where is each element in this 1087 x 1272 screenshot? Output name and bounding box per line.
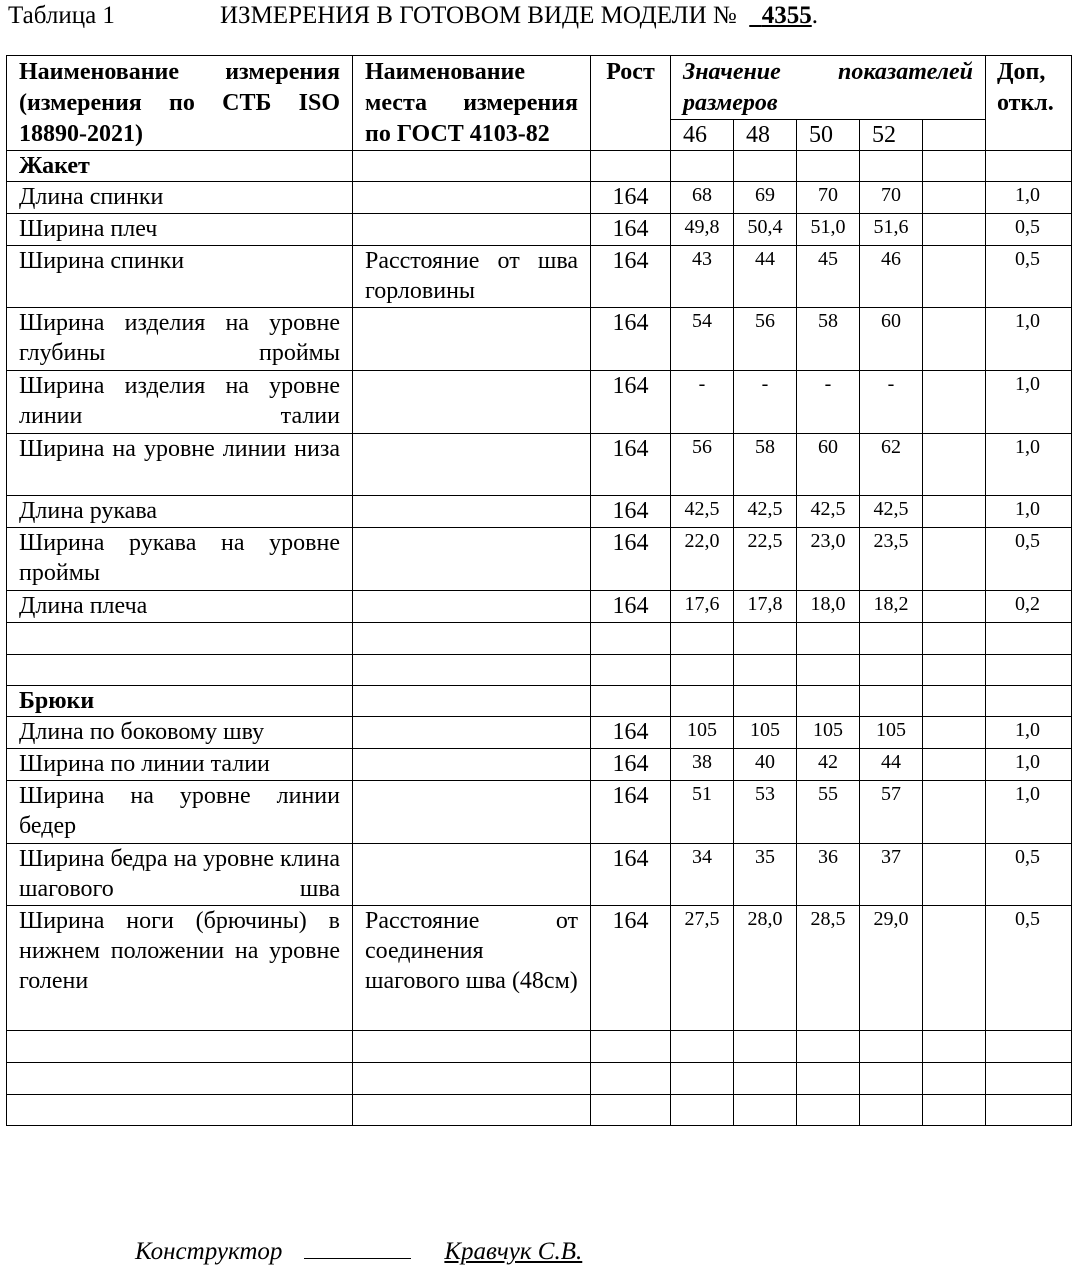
col-header-place: Наименование места измерения по ГОСТ 4103-82 bbox=[353, 56, 591, 151]
size-value: 69 bbox=[734, 182, 797, 214]
empty-cell bbox=[860, 1095, 923, 1126]
measurement-name: Ширина на уровне линии бедер bbox=[7, 781, 353, 844]
empty-cell bbox=[860, 686, 923, 717]
size-value: 42,5 bbox=[734, 496, 797, 528]
tolerance-value: 1,0 bbox=[986, 781, 1072, 844]
measurement-place bbox=[353, 749, 591, 781]
tolerance-value: 0,5 bbox=[986, 246, 1072, 308]
empty-cell bbox=[591, 1095, 671, 1126]
tolerance-value: 0,5 bbox=[986, 844, 1072, 906]
size-value: 18,2 bbox=[860, 591, 923, 623]
size-value: 51,0 bbox=[797, 214, 860, 246]
size-value: 70 bbox=[860, 182, 923, 214]
table-row bbox=[7, 844, 1072, 906]
empty-cell bbox=[797, 151, 860, 182]
empty-cell bbox=[591, 655, 671, 686]
empty-cell bbox=[7, 1095, 353, 1126]
size-value: 42,5 bbox=[797, 496, 860, 528]
size-value: 53 bbox=[734, 781, 797, 844]
size-value: 46 bbox=[860, 246, 923, 308]
empty-cell bbox=[986, 655, 1072, 686]
measurement-place bbox=[353, 182, 591, 214]
measurement-name: Длина по боковому шву bbox=[7, 717, 353, 749]
size-header-cell: 46 bbox=[671, 120, 734, 151]
empty-cell bbox=[591, 151, 671, 182]
document-title-line bbox=[8, 2, 1078, 32]
size-header-cell bbox=[923, 120, 986, 151]
size-value-empty bbox=[923, 717, 986, 749]
size-value-empty bbox=[923, 371, 986, 434]
empty-cell bbox=[923, 655, 986, 686]
tolerance-value: 1,0 bbox=[986, 749, 1072, 781]
size-value: 38 bbox=[671, 749, 734, 781]
size-value: 45 bbox=[797, 246, 860, 308]
table-row bbox=[7, 749, 1072, 781]
empty-cell bbox=[671, 1063, 734, 1095]
size-value-empty bbox=[923, 528, 986, 591]
size-value: 51,6 bbox=[860, 214, 923, 246]
empty-cell bbox=[860, 151, 923, 182]
size-value: - bbox=[797, 371, 860, 434]
size-value: - bbox=[860, 371, 923, 434]
tolerance-value: 0,5 bbox=[986, 214, 1072, 246]
measurement-name: Длина спинки bbox=[7, 182, 353, 214]
empty-cell bbox=[671, 151, 734, 182]
empty-cell bbox=[923, 686, 986, 717]
size-value: 51 bbox=[671, 781, 734, 844]
measurement-place bbox=[353, 434, 591, 496]
size-value: 70 bbox=[797, 182, 860, 214]
size-value: 22,0 bbox=[671, 528, 734, 591]
size-value: 18,0 bbox=[797, 591, 860, 623]
empty-cell bbox=[353, 151, 591, 182]
size-value: 40 bbox=[734, 749, 797, 781]
empty-cell bbox=[986, 686, 1072, 717]
measurement-place bbox=[353, 591, 591, 623]
size-value: 23,0 bbox=[797, 528, 860, 591]
measurement-name: Ширина по линии талии bbox=[7, 749, 353, 781]
size-value: 54 bbox=[671, 308, 734, 371]
size-value-empty bbox=[923, 308, 986, 371]
measurement-name: Ширина на уровне линии низа bbox=[7, 434, 353, 496]
empty-cell bbox=[591, 1063, 671, 1095]
empty-cell bbox=[923, 1095, 986, 1126]
empty-cell bbox=[671, 655, 734, 686]
measurement-name: Ширина изделия на уровне глубины проймы bbox=[7, 308, 353, 371]
size-value-empty bbox=[923, 906, 986, 1031]
size-value-empty bbox=[923, 844, 986, 906]
col-header-tolerance: Доп, откл. bbox=[986, 56, 1072, 151]
measurement-place: Расстояние от шва горловины bbox=[353, 246, 591, 308]
measurement-place bbox=[353, 371, 591, 434]
empty-cell bbox=[734, 1031, 797, 1063]
empty-cell bbox=[923, 1063, 986, 1095]
size-value: 42,5 bbox=[860, 496, 923, 528]
empty-cell bbox=[353, 686, 591, 717]
height-value: 164 bbox=[591, 182, 671, 214]
designer-role: Конструктор bbox=[135, 1238, 283, 1265]
empty-cell bbox=[7, 1031, 353, 1063]
size-value: 34 bbox=[671, 844, 734, 906]
height-value: 164 bbox=[591, 717, 671, 749]
empty-cell bbox=[671, 623, 734, 655]
empty-cell bbox=[986, 1063, 1072, 1095]
model-number: 4355 bbox=[761, 2, 812, 29]
measurements-table bbox=[6, 55, 1072, 1126]
measurement-place bbox=[353, 496, 591, 528]
measurement-place bbox=[353, 781, 591, 844]
size-value: 60 bbox=[797, 434, 860, 496]
empty-cell bbox=[986, 1031, 1072, 1063]
signature-line bbox=[135, 1236, 582, 1266]
empty-row bbox=[7, 1063, 1072, 1095]
empty-cell bbox=[734, 151, 797, 182]
empty-cell bbox=[860, 623, 923, 655]
designer-name: Кравчук С.В. bbox=[444, 1238, 583, 1265]
empty-cell bbox=[671, 1095, 734, 1126]
measurement-name: Ширина бедра на уровне клина шагового шва bbox=[7, 844, 353, 906]
size-value-empty bbox=[923, 749, 986, 781]
size-value: 42 bbox=[797, 749, 860, 781]
empty-cell bbox=[591, 623, 671, 655]
height-value: 164 bbox=[591, 591, 671, 623]
size-value-empty bbox=[923, 591, 986, 623]
size-value-empty bbox=[923, 434, 986, 496]
size-value-empty bbox=[923, 182, 986, 214]
size-value-empty bbox=[923, 496, 986, 528]
size-value: 22,5 bbox=[734, 528, 797, 591]
empty-cell bbox=[353, 1031, 591, 1063]
section-title: Жакет bbox=[7, 151, 353, 182]
empty-cell bbox=[986, 1095, 1072, 1126]
measurement-name: Ширина ноги (брючины) в нижнем положении на уровне голени bbox=[7, 906, 353, 1031]
table-row bbox=[7, 182, 1072, 214]
empty-cell bbox=[591, 686, 671, 717]
measurement-name: Ширина спинки bbox=[7, 246, 353, 308]
size-value: 58 bbox=[797, 308, 860, 371]
height-value: 164 bbox=[591, 528, 671, 591]
tolerance-value: 0,5 bbox=[986, 528, 1072, 591]
col-header-size-values: Значение показателей размеров bbox=[671, 56, 986, 120]
size-value: 42,5 bbox=[671, 496, 734, 528]
tolerance-value: 0,5 bbox=[986, 906, 1072, 1031]
empty-cell bbox=[797, 1031, 860, 1063]
size-value: 105 bbox=[860, 717, 923, 749]
height-value: 164 bbox=[591, 781, 671, 844]
height-value: 164 bbox=[591, 214, 671, 246]
table-row bbox=[7, 434, 1072, 496]
empty-cell bbox=[734, 655, 797, 686]
measurement-place bbox=[353, 214, 591, 246]
empty-cell bbox=[353, 1063, 591, 1095]
size-header-cell: 52 bbox=[860, 120, 923, 151]
table-row bbox=[7, 717, 1072, 749]
size-value: 17,8 bbox=[734, 591, 797, 623]
size-value: 43 bbox=[671, 246, 734, 308]
empty-cell bbox=[860, 1031, 923, 1063]
measurement-name: Ширина рукава на уровне проймы bbox=[7, 528, 353, 591]
measurement-name: Ширина плеч bbox=[7, 214, 353, 246]
document-title bbox=[220, 2, 818, 30]
table-label: Таблица 1 bbox=[8, 2, 115, 29]
size-value: 29,0 bbox=[860, 906, 923, 1031]
size-value: 35 bbox=[734, 844, 797, 906]
size-value-empty bbox=[923, 781, 986, 844]
height-value: 164 bbox=[591, 906, 671, 1031]
size-value: 57 bbox=[860, 781, 923, 844]
size-value: 28,0 bbox=[734, 906, 797, 1031]
empty-row bbox=[7, 1031, 1072, 1063]
measurement-place: Расстояние от соединения шагового шва (48см) bbox=[353, 906, 591, 1031]
measurement-place bbox=[353, 844, 591, 906]
empty-cell bbox=[7, 655, 353, 686]
empty-cell bbox=[797, 1095, 860, 1126]
size-value: 27,5 bbox=[671, 906, 734, 1031]
section-row bbox=[7, 151, 1072, 182]
size-value: 62 bbox=[860, 434, 923, 496]
empty-row bbox=[7, 1095, 1072, 1126]
col-header-height: Рост bbox=[591, 56, 671, 151]
empty-cell bbox=[986, 151, 1072, 182]
title-prefix: ИЗМЕРЕНИЯ В ГОТОВОМ ВИДЕ МОДЕЛИ № bbox=[220, 2, 737, 29]
tolerance-value: 1,0 bbox=[986, 308, 1072, 371]
height-value: 164 bbox=[591, 844, 671, 906]
size-value: 105 bbox=[797, 717, 860, 749]
empty-cell bbox=[353, 1095, 591, 1126]
height-value: 164 bbox=[591, 496, 671, 528]
height-value: 164 bbox=[591, 371, 671, 434]
title-suffix: . bbox=[811, 2, 818, 29]
empty-row bbox=[7, 655, 1072, 686]
empty-cell bbox=[591, 1031, 671, 1063]
tolerance-value: 0,2 bbox=[986, 591, 1072, 623]
empty-cell bbox=[671, 1031, 734, 1063]
tolerance-value: 1,0 bbox=[986, 717, 1072, 749]
size-value: 44 bbox=[860, 749, 923, 781]
signature-blank bbox=[304, 1236, 411, 1259]
table-row bbox=[7, 528, 1072, 591]
size-value: 58 bbox=[734, 434, 797, 496]
size-header-cell: 50 bbox=[797, 120, 860, 151]
size-value: 60 bbox=[860, 308, 923, 371]
size-value: 105 bbox=[671, 717, 734, 749]
col-header-measurement: Наименование измерения (измерения по СТБ ISO 18890-2021) bbox=[7, 56, 353, 151]
table-row bbox=[7, 781, 1072, 844]
size-value-empty bbox=[923, 246, 986, 308]
height-value: 164 bbox=[591, 434, 671, 496]
table-row bbox=[7, 906, 1072, 1031]
tolerance-value: 1,0 bbox=[986, 182, 1072, 214]
height-value: 164 bbox=[591, 749, 671, 781]
measurement-place bbox=[353, 717, 591, 749]
empty-cell bbox=[797, 686, 860, 717]
empty-cell bbox=[7, 1063, 353, 1095]
size-value: 105 bbox=[734, 717, 797, 749]
size-value: 56 bbox=[734, 308, 797, 371]
tolerance-value: 1,0 bbox=[986, 434, 1072, 496]
empty-cell bbox=[860, 1063, 923, 1095]
empty-cell bbox=[353, 655, 591, 686]
tolerance-value: 1,0 bbox=[986, 496, 1072, 528]
section-row bbox=[7, 686, 1072, 717]
height-value: 164 bbox=[591, 246, 671, 308]
empty-cell bbox=[353, 623, 591, 655]
empty-cell bbox=[923, 623, 986, 655]
table-row bbox=[7, 246, 1072, 308]
table-row bbox=[7, 308, 1072, 371]
empty-cell bbox=[671, 686, 734, 717]
empty-cell bbox=[734, 1063, 797, 1095]
empty-cell bbox=[860, 655, 923, 686]
empty-row bbox=[7, 623, 1072, 655]
size-header-cell: 48 bbox=[734, 120, 797, 151]
size-value: 36 bbox=[797, 844, 860, 906]
size-value: 17,6 bbox=[671, 591, 734, 623]
tolerance-value: 1,0 bbox=[986, 371, 1072, 434]
empty-cell bbox=[734, 1095, 797, 1126]
size-value: - bbox=[734, 371, 797, 434]
empty-cell bbox=[734, 686, 797, 717]
empty-cell bbox=[734, 623, 797, 655]
measurement-place bbox=[353, 308, 591, 371]
table-row bbox=[7, 591, 1072, 623]
size-value: 37 bbox=[860, 844, 923, 906]
empty-cell bbox=[797, 655, 860, 686]
empty-cell bbox=[986, 623, 1072, 655]
empty-cell bbox=[923, 151, 986, 182]
table-row bbox=[7, 214, 1072, 246]
measurement-name: Ширина изделия на уровне линии талии bbox=[7, 371, 353, 434]
size-value: 56 bbox=[671, 434, 734, 496]
empty-cell bbox=[923, 1031, 986, 1063]
size-value: 23,5 bbox=[860, 528, 923, 591]
size-value-empty bbox=[923, 214, 986, 246]
empty-cell bbox=[7, 623, 353, 655]
measurement-place bbox=[353, 528, 591, 591]
size-value: 50,4 bbox=[734, 214, 797, 246]
measurement-name: Длина плеча bbox=[7, 591, 353, 623]
size-value: 44 bbox=[734, 246, 797, 308]
size-value: 28,5 bbox=[797, 906, 860, 1031]
empty-cell bbox=[797, 623, 860, 655]
empty-cell bbox=[797, 1063, 860, 1095]
height-value: 164 bbox=[591, 308, 671, 371]
table-row bbox=[7, 496, 1072, 528]
measurement-name: Длина рукава bbox=[7, 496, 353, 528]
size-value: 49,8 bbox=[671, 214, 734, 246]
size-value: 55 bbox=[797, 781, 860, 844]
size-value: - bbox=[671, 371, 734, 434]
size-value: 68 bbox=[671, 182, 734, 214]
section-title: Брюки bbox=[7, 686, 353, 717]
table-row bbox=[7, 371, 1072, 434]
